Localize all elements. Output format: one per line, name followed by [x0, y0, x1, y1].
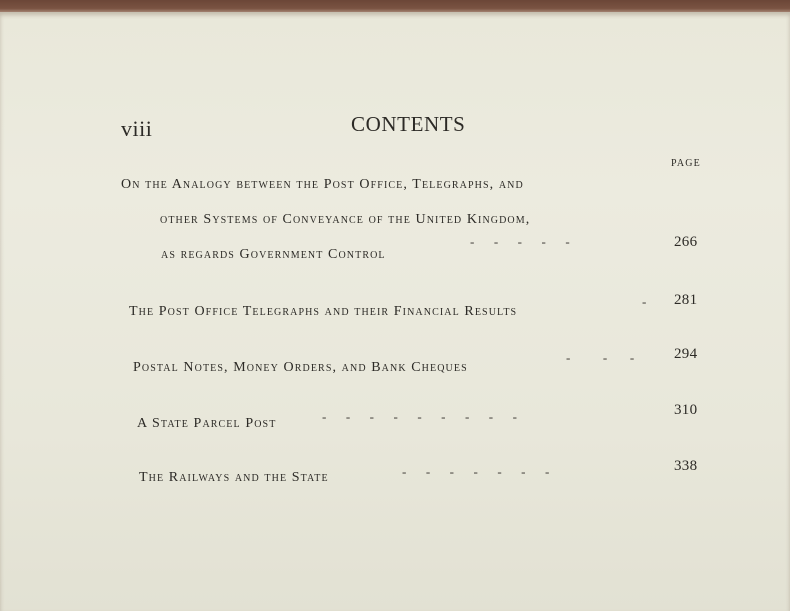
toc-entry-1-page: 266: [674, 234, 698, 250]
dot-leader: - - - - - - -: [402, 464, 550, 479]
dot-leader: -: [642, 294, 647, 309]
toc-entry-5-line-1: The Railways and the State: [139, 470, 329, 485]
toc-entry-4-line-1: A State Parcel Post: [137, 416, 277, 431]
toc-entry-3-line-1: Postal Notes, Money Orders, and Bank Cheques: [133, 360, 468, 375]
toc-entry-5-page: 338: [674, 458, 698, 474]
page-column-label: PAGE: [671, 158, 701, 169]
toc-entry-1-line-3: as regards Government Control: [161, 247, 386, 262]
dot-leader: - - - - -: [470, 234, 570, 249]
toc-entry-2-page: 281: [674, 292, 698, 308]
toc-entry-4-page: 310: [674, 402, 698, 418]
toc-entry-3-page: 294: [674, 346, 698, 362]
page-folio: viii: [121, 116, 153, 141]
page-title: CONTENTS: [351, 112, 466, 136]
toc-entry-2-line-1: The Post Office Telegraphs and their Financial Results: [129, 304, 518, 319]
dot-leader: - - - - - - - - -: [322, 409, 517, 424]
dot-leader: - - -: [566, 350, 635, 365]
toc-entry-1-line-1: On the Analogy between the Post Office, Telegraphs, and: [121, 177, 524, 192]
book-page: [0, 12, 790, 611]
toc-entry-1-line-2: other Systems of Conveyance of the United Kingdom,: [160, 212, 531, 227]
